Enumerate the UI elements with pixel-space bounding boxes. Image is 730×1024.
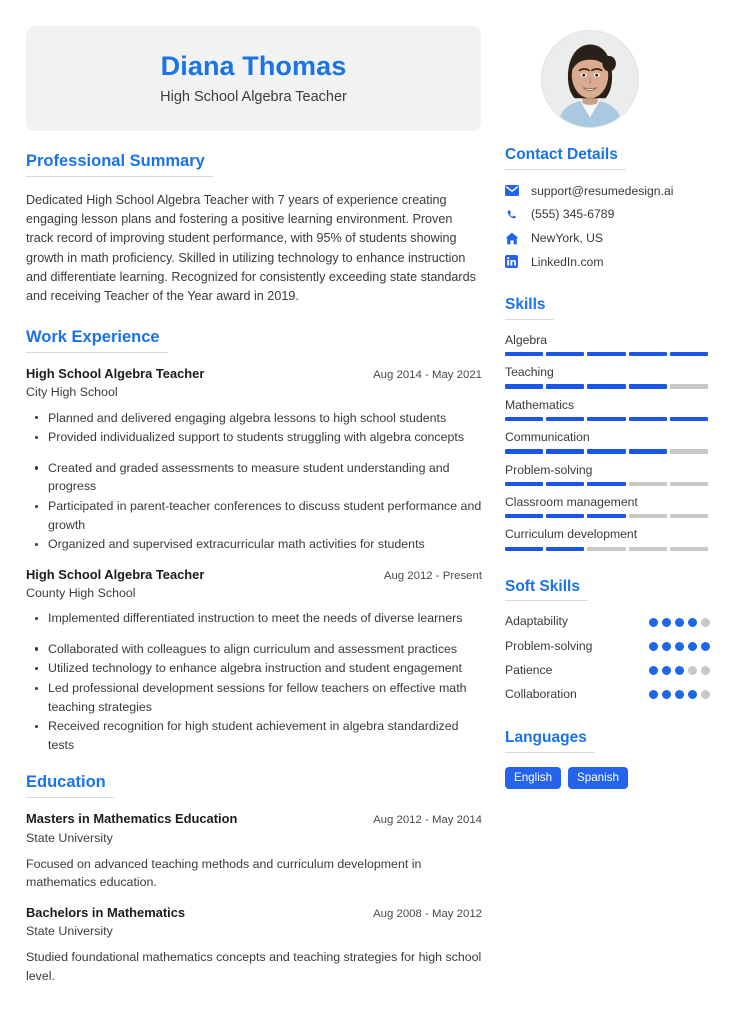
section-heading-skills: Skills <box>505 296 554 320</box>
skill-level-bar <box>505 352 708 356</box>
education-entry-header <box>26 811 482 827</box>
skill-bar-segment <box>587 547 625 551</box>
section-soft-skills <box>505 578 710 703</box>
bullet-item: Participated in parent-teacher conferences to discuss student performance and growth <box>26 497 482 534</box>
rating-dot <box>701 690 710 699</box>
work-entry-header <box>26 366 482 382</box>
rating-dot <box>675 642 684 651</box>
phone-icon <box>505 208 522 222</box>
skill-bar-segment <box>670 482 708 486</box>
education-entry-organization: State University <box>26 830 113 845</box>
education-entry-list <box>26 811 482 985</box>
contact-row[interactable] <box>505 207 710 222</box>
skills-list <box>505 333 710 551</box>
section-education <box>26 773 482 985</box>
spacer <box>505 560 710 578</box>
section-heading-education: Education <box>26 773 114 798</box>
skill-bar-segment <box>546 547 584 551</box>
work-entry <box>26 366 482 554</box>
skill-bar-segment <box>629 449 667 453</box>
skill-bar-segment <box>629 514 667 518</box>
envelope-icon <box>505 184 522 198</box>
rating-dot <box>688 618 697 627</box>
skill-bar-segment <box>546 384 584 388</box>
skill-level-bar <box>505 514 708 518</box>
work-entry-bullets <box>26 409 482 554</box>
bullet-item: Organized and supervised extracurricular math activities for students <box>26 535 482 554</box>
skill-item <box>505 495 710 518</box>
contact-list <box>505 184 710 270</box>
skill-name: Communication <box>505 430 590 445</box>
work-entry-organization: County High School <box>26 586 136 601</box>
soft-skill-name: Collaboration <box>505 687 577 702</box>
skill-bar-segment <box>546 352 584 356</box>
main-column <box>26 152 482 985</box>
contact-row[interactable] <box>505 255 710 270</box>
education-entry-title: Bachelors in Mathematics <box>26 904 186 920</box>
soft-skill-rating-dots <box>649 666 710 675</box>
spacer <box>505 278 710 296</box>
rating-dot <box>649 618 658 627</box>
skill-bar-segment <box>587 417 625 421</box>
skill-bar-segment <box>587 514 625 518</box>
skill-bar-segment <box>505 514 543 518</box>
soft-skills-list <box>505 614 710 702</box>
education-entry <box>26 811 482 892</box>
skill-level-bar <box>505 384 708 388</box>
soft-skill-rating-dots <box>649 642 710 651</box>
work-entry-header <box>26 567 482 583</box>
work-entry <box>26 567 482 755</box>
skill-bar-segment <box>546 417 584 421</box>
soft-skill-item <box>505 687 710 702</box>
bullet-item: Collaborated with colleagues to align curriculum and assessment practices <box>26 640 482 659</box>
soft-skill-item <box>505 663 710 678</box>
avatar-photo-icon <box>542 31 638 127</box>
skill-bar-segment <box>629 352 667 356</box>
spacer <box>26 755 482 773</box>
education-entry-description: Studied foundational mathematics concepts and teaching strategies for high school level. <box>26 950 482 983</box>
education-entry-date: Aug 2012 - May 2014 <box>373 814 482 827</box>
skill-level-bar <box>505 449 708 453</box>
language-chip: Spanish <box>568 767 628 789</box>
skill-level-bar <box>505 547 708 551</box>
home-icon <box>505 231 522 245</box>
soft-skill-name: Problem-solving <box>505 638 593 653</box>
education-entry-organization: State University <box>26 924 113 939</box>
skill-bar-segment <box>670 449 708 453</box>
rating-dot <box>662 618 671 627</box>
section-heading-soft-skills: Soft Skills <box>505 578 588 602</box>
skill-bar-segment <box>546 514 584 518</box>
skill-name: Algebra <box>505 332 548 347</box>
soft-skill-name: Adaptability <box>505 614 569 629</box>
avatar <box>541 30 639 128</box>
skill-name: Mathematics <box>505 397 575 412</box>
skill-name: Classroom management <box>505 494 638 509</box>
rating-dot <box>675 618 684 627</box>
rating-dot <box>649 666 658 675</box>
language-chip: English <box>505 767 561 789</box>
header-banner <box>26 26 481 131</box>
rating-dot <box>675 666 684 675</box>
contact-row[interactable] <box>505 184 710 199</box>
skill-item <box>505 463 710 486</box>
soft-skill-rating-dots <box>649 618 710 627</box>
rating-dot <box>662 642 671 651</box>
skill-name: Curriculum development <box>505 527 638 542</box>
section-skills <box>505 296 710 551</box>
bullet-item: Created and graded assessments to measure student understanding and progress <box>26 459 482 496</box>
section-heading-work-experience: Work Experience <box>26 328 168 353</box>
work-entry-date: Aug 2014 - May 2021 <box>373 369 482 382</box>
rating-dot <box>662 666 671 675</box>
education-entry-date: Aug 2008 - May 2012 <box>373 907 482 920</box>
skill-bar-segment <box>587 482 625 486</box>
bullet-item: Utilized technology to enhance algebra instruction and student engagement <box>26 659 482 678</box>
skill-item <box>505 365 710 388</box>
section-languages <box>505 729 710 789</box>
skill-bar-segment <box>505 547 543 551</box>
skill-item <box>505 333 710 356</box>
skill-bar-segment <box>505 449 543 453</box>
rating-dot <box>662 690 671 699</box>
skill-bar-segment <box>505 384 543 388</box>
skill-bar-segment <box>670 547 708 551</box>
skill-bar-segment <box>670 352 708 356</box>
language-chip-list <box>505 767 710 789</box>
soft-skill-item <box>505 639 710 654</box>
skill-bar-segment <box>629 417 667 421</box>
spacer <box>26 306 482 328</box>
rating-dot <box>701 618 710 627</box>
rating-dot <box>675 690 684 699</box>
work-entry-bullets <box>26 609 482 754</box>
candidate-name: Diana Thomas <box>160 50 347 81</box>
skill-bar-segment <box>629 482 667 486</box>
skill-bar-segment <box>629 384 667 388</box>
skill-bar-segment <box>546 482 584 486</box>
rating-dot <box>688 666 697 675</box>
skill-bar-segment <box>670 417 708 421</box>
section-heading-summary: Professional Summary <box>26 152 213 177</box>
skill-bar-segment <box>670 514 708 518</box>
skill-item <box>505 430 710 453</box>
skill-bar-segment <box>629 547 667 551</box>
skill-bar-segment <box>587 384 625 388</box>
skill-name: Problem-solving <box>505 462 593 477</box>
work-entry-organization: City High School <box>26 385 118 400</box>
spacer <box>505 711 710 729</box>
candidate-role: High School Algebra Teacher <box>160 88 347 105</box>
skill-bar-segment <box>505 352 543 356</box>
rating-dot <box>688 690 697 699</box>
section-heading-contact: Contact Details <box>505 146 626 170</box>
skill-bar-segment <box>587 352 625 356</box>
bullet-item: Received recognition for high student achievement in algebra standardized tests <box>26 717 482 754</box>
work-entry-list <box>26 366 482 754</box>
section-heading-languages: Languages <box>505 729 595 753</box>
education-entry-title: Masters in Mathematics Education <box>26 811 238 827</box>
work-entry-title: High School Algebra Teacher <box>26 366 205 382</box>
skill-bar-segment <box>670 384 708 388</box>
soft-skill-item <box>505 614 710 629</box>
skill-name: Teaching <box>505 365 554 380</box>
education-entry-description: Focused on advanced teaching methods and curriculum development in mathematics education. <box>26 856 422 890</box>
work-entry-date: Aug 2012 - Present <box>383 569 482 582</box>
skill-bar-segment <box>505 482 543 486</box>
section-work-experience <box>26 328 482 754</box>
skill-bar-segment <box>505 417 543 421</box>
rating-dot <box>649 690 658 699</box>
skill-level-bar <box>505 417 708 421</box>
bullet-item: Planned and delivered engaging algebra lessons to high school students <box>26 409 482 428</box>
linkedin-icon <box>505 255 522 269</box>
section-contact-details <box>505 146 710 269</box>
rating-dot <box>649 642 658 651</box>
bullet-item: Led professional development sessions for fellow teachers on effective math teaching strategies <box>26 679 482 716</box>
bullet-item: Provided individualized support to students struggling with algebra concepts <box>26 428 482 447</box>
skill-item <box>505 527 710 550</box>
contact-value: support@resumedesign.ai <box>531 183 674 198</box>
contact-value: NewYork, US <box>531 230 604 245</box>
soft-skill-name: Patience <box>505 662 553 677</box>
summary-text: Dedicated High School Algebra Teacher with 7 years of experience creating engaging lesson plans and fostering a positive learning environment. Proven track record of improving student performance, with 95% of students showing growth in math proficiency. Skilled in utilizing technology to enhance instruction and differentiate learning. Recognized for consistently exceeding state standards and receiving Teacher of the Year award in 2019. <box>26 192 476 304</box>
rating-dot <box>701 666 710 675</box>
rating-dot <box>688 642 697 651</box>
skill-bar-segment <box>546 449 584 453</box>
work-entry-title: High School Algebra Teacher <box>26 566 205 582</box>
section-professional-summary <box>26 152 482 306</box>
bullet-item: Implemented differentiated instruction to meet the needs of diverse learners <box>26 609 482 628</box>
contact-value: (555) 345-6789 <box>531 207 615 222</box>
skill-level-bar <box>505 482 708 486</box>
skill-item <box>505 398 710 421</box>
soft-skill-rating-dots <box>649 690 710 699</box>
contact-value: LinkedIn.com <box>531 254 604 269</box>
rating-dot <box>701 642 710 651</box>
education-entry <box>26 905 482 986</box>
sidebar-column <box>505 146 710 789</box>
skill-bar-segment <box>587 449 625 453</box>
contact-row[interactable] <box>505 231 710 246</box>
education-entry-header <box>26 905 482 921</box>
